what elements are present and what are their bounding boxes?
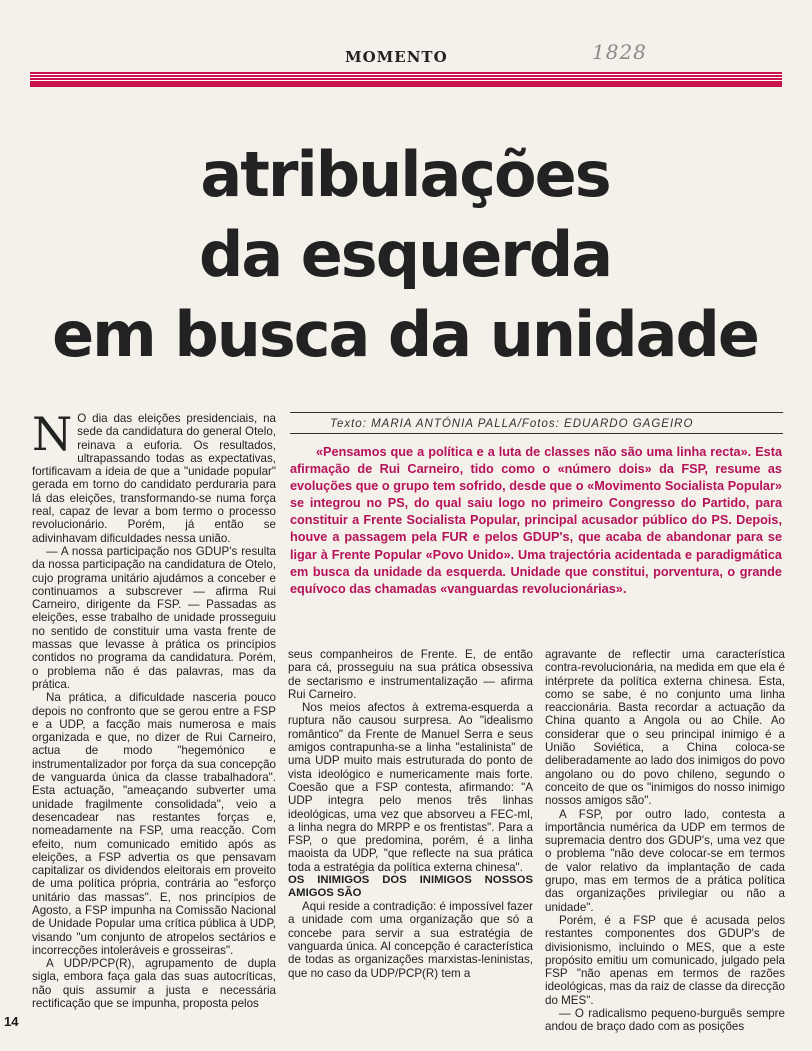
subheading: OS INIMIGOS DOS INIMIGOS NOSSOS AMIGOS SÃO <box>288 874 533 900</box>
paragraph: — A nossa participação nos GDUP's resulta da nossa participação na candidatura de Otelo, cujo programa unitário ajudámos a conceber e continuamos a subscrever — afirma Rui Carneiro, dirigente da FSP. — Passadas as eleições, esse trabalho de unidade prosseguiu no sentido de constituir uma vasta frente de massas que levasse à prática os princípios contidos no programa da candidatura. Porém, o problema não é das palavras, mas da prática. <box>32 544 276 691</box>
paragraph: — O radicalismo pequeno-burguês sempre andou de braço dado com as posições <box>545 1007 785 1034</box>
paragraph <box>32 407 276 545</box>
paragraph: Nos meios afectos à extrema-esquerda a ruptura não causou surpresa. Ao "idealismo romântico" da Frente de Manuel Serra e seus amigos contrapunha-se a linha "estalinista" de uma UDP muito mais estruturada do ponto de vista ideológico e numericamente mais forte. Coesão que a FSP contesta, afirmando: "A UDP integra pelo menos três linhas ideológicas, uma vez que absorveu a FEC-ml, a linha negra do MRPP e os frentistas". Para a FSP, o que predomina, porém, é a linha maoista da UDP, "que reflecte na sua prática toda a estratégia da política externa chinesa". <box>288 701 533 874</box>
intro-standfirst: «Pensamos que a política e a luta de classes não são uma linha recta». Esta afirmação de Rui Carneiro, tido como o «número dois» da FSP, resume as evoluções que o grupo tem sofrido, desde que o «Movimento Socialista Popular» se integrou no PS, do qual saiu logo no primeiro Congresso do Partido, para constituir a Frente Socialista Popular, principal acusador público do PS. Depois, houve a passagem pela FUR e pelos GDUP's, que acaba de abandonar para se ligar à Frente Popular «Povo Unido». Uma trajectória acidentada e paradigmática em busca da unidade da esquerda. Unidade que constitui, porventura, o grande equívoco das chamadas «vanguardas revolucionárias». <box>290 445 782 596</box>
paragraph: Porém, é a FSP que é acusada pelos restantes componentes dos GDUP's de divisionismo, incluindo o MES, que a este propósito emitiu um comunicado, julgado pela FSP "não apenas em termos de razões ideológicas, mas da raiz de classe da direcção do MES". <box>545 913 785 1007</box>
paragraph-text: O dia das eleições presidenciais, na sede da candidatura do general Otelo, reinava a euforia. Os resultados, ultrapassando todas as expectativas, fortificavam a ideia de que a "unidade popular" gerada em torno do candidato perduraria para lá das eleições, transformando-se numa força real, capaz de levar a bom termo o processo revolucionário. Porém, já então se adivinhavam dificuldades nessa união. <box>32 412 276 545</box>
header-rule-bar <box>30 83 782 87</box>
page-number: 14 <box>4 1014 19 1029</box>
paragraph: A FSP, por outro lado, contesta a importância numérica da UDP em termos de supremacia dentro dos GDUP's, uma vez que o problema "não deve colocar-se em termos de valor relativo da implantação de cada grupo, mas em termos de a prática política das organizações privilegiar ou não a unidade". <box>545 807 785 914</box>
credits-rule-top <box>290 412 783 413</box>
headline <box>35 135 775 375</box>
article-column-3 <box>545 648 785 1034</box>
handwritten-note: 1828 <box>592 40 647 64</box>
headline-line-3: em busca da unidade <box>52 298 758 371</box>
credits-rule-bottom <box>290 433 783 434</box>
article-column-1 <box>32 407 276 1011</box>
credits: Texto: MARIA ANTÓNIA PALLA/Fotos: EDUARDO GAGEIRO <box>330 418 694 430</box>
paragraph: agravante de reflectir uma característica contra-revolucionária, na medida em que ela é intérprete da política externa chinesa. Esta, como se sabe, é no conjunto uma linha reaccionária. Basta recordar a actuação da China quanto a Angola ou ao Chile. Ao considerar que o seu principal inimigo é a União Soviética, a China coloca-se deliberadamente ao lado dos inimigos do povo angolano ou do povo chileno, segundo o conceito de que os "inimigos do nosso inimigo nossos amigos são". <box>545 648 785 808</box>
headline-line-2: da esquerda <box>198 218 612 291</box>
paragraph: seus companheiros de Frente. E, de então para cá, prosseguiu na sua prática obsessiva de sectarismo e instrumentalização — afirma Rui Carneiro. <box>288 648 533 701</box>
headline-line-1: atribulações <box>200 138 610 211</box>
paragraph: Na prática, a dificuldade nasceria pouco depois no confronto que se gerou entre a FSP e a UDP, a facção mais numerosa e mais organizada e que, no dizer de Rui Carneiro, actua de modo "hegemónico e instrumentalizador por força da sua concepção de vanguarda única da classe trabalhadora". Esta actuação, "ameaçando subverter uma unidade fragilmente consolidada", veio a desencadear nas restantes forças e, nomeadamente na FSP, uma reacção. Com efeito, num comunicado emitido após as eleições, a FSP advertia os que pensavam capitalizar os dividendos eleitorais em proveito de uma política própria, contrária ao "esforço unitário das massas". E, nos princípios de Agosto, a FSP impunha na Comissão Nacional de Unidade Popular uma crítica pública à UDP, visando "um conjunto de atropelos sectários e incorrecções intoleráveis e grosseiras". <box>32 691 276 957</box>
drop-cap: N <box>32 407 73 461</box>
header-rule-band <box>30 72 782 83</box>
section-label: MOMENTO <box>345 48 448 66</box>
article-column-2 <box>288 648 533 980</box>
paragraph: Aqui reside a contradição: é impossível fazer a unidade com uma organização que só a concebe para servir a sua estratégia de vanguarda única. Al concepção é característica de todas as organizações marxistas-leninistas, que no caso da UDP/PCP(R) tem a <box>288 900 533 980</box>
paragraph: A UDP/PCP(R), agrupamento de dupla sigla, embora faça gala das suas autocríticas, não quis assumir a justa e necessária rectificação que se impunha, proposta pelos <box>32 957 276 1011</box>
